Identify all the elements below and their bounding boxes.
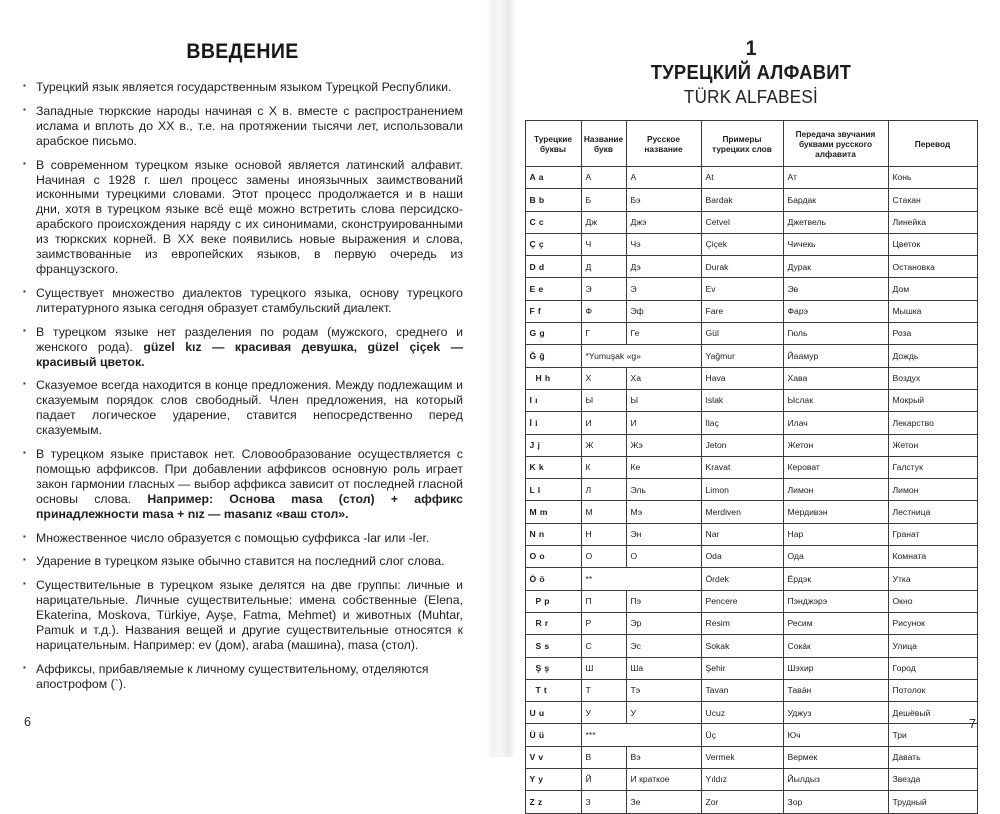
cell-letter-name: Р: [581, 612, 626, 634]
cell-letter-name: П: [581, 590, 626, 612]
cell-turkish-example: At: [701, 167, 783, 189]
cell-russian-name: И: [626, 412, 701, 434]
cell-turkish-example: Zor: [701, 791, 783, 813]
chapter-title-turkish: TÜRK ALFABESİ: [683, 86, 819, 107]
cell-turkish-letter: C c: [525, 211, 581, 233]
cell-turkish-letter: V v: [525, 746, 581, 768]
table-row: [525, 702, 977, 724]
cell-turkish-example: Islak: [701, 389, 783, 411]
bullet-no-gender: [22, 325, 463, 370]
cell-russian-sound: Бардак: [783, 189, 888, 211]
table-row: [525, 389, 977, 411]
cell-turkish-letter: L l: [525, 479, 581, 501]
cell-letter-name: Х: [581, 367, 626, 389]
table-header-row: [525, 121, 977, 167]
cell-letter-name: Й: [581, 769, 626, 791]
cell-letter-name: Л: [581, 479, 626, 501]
cell-translation: Утка: [888, 568, 977, 590]
cell-turkish-example: Hava: [701, 367, 783, 389]
cell-translation: Остановка: [888, 256, 977, 278]
cell-translation: Лестница: [888, 501, 977, 523]
cell-turkish-example: Tavan: [701, 679, 783, 701]
cell-turkish-letter: U u: [525, 702, 581, 724]
bullet-text: Аффиксы, прибавляемые к личному существительному, отделяются апострофом (`).: [36, 661, 429, 691]
bullet-apostrophe: [22, 662, 463, 692]
cell-letter-name: К: [581, 456, 626, 478]
cell-russian-sound: Ёрдэк: [783, 568, 888, 590]
cell-letter-name: С: [581, 635, 626, 657]
cell-russian-name: Эр: [626, 612, 701, 634]
cell-russian-name: Жэ: [626, 434, 701, 456]
cell-letter-name-merged: **: [581, 568, 701, 590]
table-row: [525, 568, 977, 590]
table-column-header: Турецкие буквы: [525, 121, 581, 167]
cell-turkish-example: Pencere: [701, 590, 783, 612]
cell-russian-sound: Шэхир: [783, 657, 888, 679]
cell-letter-name: Ф: [581, 300, 626, 322]
cell-russian-sound: Эв: [783, 278, 888, 300]
bullet-text-emphasis: güzel kız — красивая девушка, güzel çiçek — красивый цветок.: [36, 339, 463, 369]
cell-translation: Гранат: [888, 523, 977, 545]
cell-turkish-example: Ev: [701, 278, 783, 300]
cell-turkish-letter: I ı: [525, 389, 581, 411]
table-row: [525, 635, 977, 657]
cell-turkish-letter: H h: [525, 367, 581, 389]
cell-letter-name: Ж: [581, 434, 626, 456]
table-row: [525, 345, 977, 367]
bullet-text: Турецкий язык является государственным языком Турецкой Республики.: [36, 80, 452, 94]
bullet-arabic-script: [22, 104, 463, 149]
table-row: [525, 657, 977, 679]
cell-turkish-letter: O o: [525, 546, 581, 568]
cell-translation: Звезда: [888, 769, 977, 791]
chapter-title-russian: ТУРЕЦКИЙ АЛФАВИТ: [650, 62, 852, 84]
cell-turkish-example: Yağmur: [701, 345, 783, 367]
bullet-text: Ударение в турецком языке обычно ставится на последний слог слова.: [36, 554, 445, 569]
cell-letter-name: Ш: [581, 657, 626, 679]
cell-russian-sound: Сокáк: [783, 635, 888, 657]
cell-russian-name: Ге: [626, 323, 701, 345]
bullet-text-emphasis: Например: Основа masa (стол) + аффикс принадлежности masa + nız — masanız «ваш стол».: [36, 491, 463, 521]
cell-russian-name: Дэ: [626, 256, 701, 278]
table-row: [525, 323, 977, 345]
table-column-header: Перевод: [888, 121, 977, 167]
table-row: [525, 612, 977, 634]
cell-russian-sound: Джетвель: [783, 211, 888, 233]
table-column-header: Передача звучания буквами русского алфавита: [783, 121, 888, 167]
cell-russian-name: Вэ: [626, 746, 701, 768]
cell-russian-sound: Хава: [783, 367, 888, 389]
cell-russian-sound: Ресим: [783, 612, 888, 634]
table-row: [525, 479, 977, 501]
cell-russian-name: У: [626, 702, 701, 724]
cell-letter-name: Т: [581, 679, 626, 701]
cell-letter-name-merged: ***: [581, 724, 701, 746]
table-row: [525, 412, 977, 434]
page-title: ВВЕДЕНИЕ: [186, 40, 299, 63]
bullet-text: Западные тюркские народы начиная с X в. вместе с распространением ислама и вплоть до XX в., т.е. на протяжении тысячи лет, использовали арабское письмо.: [36, 103, 463, 148]
cell-turkish-letter: P p: [525, 590, 581, 612]
cell-russian-sound: Вермек: [783, 746, 888, 768]
cell-turkish-example: Ucuz: [701, 702, 783, 724]
cell-translation: Лекарство: [888, 412, 977, 434]
table-row: [525, 769, 977, 791]
cell-russian-name: Зе: [626, 791, 701, 813]
cell-russian-sound: Илач: [783, 412, 888, 434]
table-column-header: Название букв: [581, 121, 626, 167]
cell-russian-sound: Пэнджэрэ: [783, 590, 888, 612]
cell-russian-sound: Йаамур: [783, 345, 888, 367]
cell-turkish-letter: K k: [525, 456, 581, 478]
cell-translation: Галстук: [888, 456, 977, 478]
cell-russian-name: Тэ: [626, 679, 701, 701]
cell-russian-name: Эн: [626, 523, 701, 545]
cell-translation: Давать: [888, 746, 977, 768]
table-row: [525, 791, 977, 813]
turkish-alphabet-table: [525, 120, 978, 814]
cell-russian-name: Э: [626, 278, 701, 300]
cell-turkish-letter: Z z: [525, 791, 581, 813]
cell-turkish-letter: Ç ç: [525, 233, 581, 255]
cell-russian-sound: Жетон: [783, 434, 888, 456]
cell-translation: Дешёвый: [888, 702, 977, 724]
introduction-bullet-list: [22, 80, 463, 692]
cell-russian-sound: Кероват: [783, 456, 888, 478]
cell-turkish-example: Oda: [701, 546, 783, 568]
cell-turkish-example: Bardak: [701, 189, 783, 211]
table-row: [525, 679, 977, 701]
cell-russian-name: И краткое: [626, 769, 701, 791]
table-row: [525, 434, 977, 456]
cell-translation: Лимон: [888, 479, 977, 501]
cell-turkish-example: Ördek: [701, 568, 783, 590]
cell-translation: Воздух: [888, 367, 977, 389]
cell-letter-name: А: [581, 167, 626, 189]
cell-russian-name: Джэ: [626, 211, 701, 233]
cell-turkish-letter: M m: [525, 501, 581, 523]
bullet-text: Существует множество диалектов турецкого языка, основу турецкого литературного языка сегодня образует стамбульский диалект.: [36, 285, 463, 315]
bullet-text: В современном турецком языке основой является латинский алфавит. Начиная с 1928 г. шел процесс замены иноязычных заимствований исконными турецкими словами. Этот процесс продолжается и в наши дни, хотя в турецком языке всё ещё можно встретить слова персидско-арабского происхождения наряду с их синонимами, сконструированными из тюркских корней. В XX веке появились новые выражения и слова, заимствованные из европейских языков, в первую очередь из французского.: [36, 157, 463, 276]
cell-letter-name: Д: [581, 256, 626, 278]
bullet-stress: [22, 554, 463, 569]
cell-translation: Окно: [888, 590, 977, 612]
cell-russian-sound: Чичекь: [783, 233, 888, 255]
cell-turkish-example: Gül: [701, 323, 783, 345]
cell-translation: Потолок: [888, 679, 977, 701]
table-row: [525, 189, 977, 211]
cell-turkish-letter: Ü ü: [525, 724, 581, 746]
cell-letter-name: Ч: [581, 233, 626, 255]
cell-russian-name: Эс: [626, 635, 701, 657]
bullet-state-language: [22, 80, 463, 95]
cell-translation: Стакан: [888, 189, 977, 211]
cell-russian-name: Эль: [626, 479, 701, 501]
bullet-text: В турецком языке нет разделения по родам (мужского, среднего и женского рода).: [36, 324, 463, 354]
cell-letter-name: У: [581, 702, 626, 724]
table-row: [525, 746, 977, 768]
cell-russian-name: Эф: [626, 300, 701, 322]
cell-letter-name: З: [581, 791, 626, 813]
chapter-number: 1: [745, 37, 757, 60]
table-row: [525, 456, 977, 478]
bullet-nouns: [22, 578, 463, 653]
cell-turkish-letter: R r: [525, 612, 581, 634]
cell-russian-name: Ке: [626, 456, 701, 478]
cell-russian-sound: Уджуз: [783, 702, 888, 724]
cell-translation: Город: [888, 657, 977, 679]
cell-turkish-letter: E e: [525, 278, 581, 300]
left-page: [0, 0, 487, 757]
table-row: [525, 211, 977, 233]
table-row: [525, 167, 977, 189]
cell-translation: Улица: [888, 635, 977, 657]
cell-turkish-example: Fare: [701, 300, 783, 322]
cell-turkish-letter: İ i: [525, 412, 581, 434]
cell-russian-sound: Фарэ: [783, 300, 888, 322]
page-number-right: 7: [969, 717, 976, 731]
cell-turkish-example: Durak: [701, 256, 783, 278]
cell-turkish-example: Üç: [701, 724, 783, 746]
bullet-affixes: [22, 447, 463, 522]
table-row: [525, 523, 977, 545]
cell-translation: Трудный: [888, 791, 977, 813]
table-column-header: Русское название: [626, 121, 701, 167]
cell-russian-name: А: [626, 167, 701, 189]
table-row: [525, 256, 977, 278]
cell-turkish-example: Sokak: [701, 635, 783, 657]
cell-letter-name: И: [581, 412, 626, 434]
cell-russian-sound: Тавáн: [783, 679, 888, 701]
cell-turkish-letter: Ö ö: [525, 568, 581, 590]
cell-letter-name-merged: *Yumuşak «g»: [581, 345, 701, 367]
cell-turkish-example: Resim: [701, 612, 783, 634]
cell-translation: Дом: [888, 278, 977, 300]
cell-letter-name: О: [581, 546, 626, 568]
cell-letter-name: Э: [581, 278, 626, 300]
right-page: [500, 0, 1000, 807]
cell-turkish-letter: J j: [525, 434, 581, 456]
cell-letter-name: Н: [581, 523, 626, 545]
cell-turkish-letter: G g: [525, 323, 581, 345]
table-row: [525, 278, 977, 300]
bullet-predicate-order: [22, 378, 463, 438]
table-row: [525, 590, 977, 612]
cell-translation: Дождь: [888, 345, 977, 367]
cell-turkish-letter: F f: [525, 300, 581, 322]
cell-letter-name: Дж: [581, 211, 626, 233]
cell-turkish-example: Nar: [701, 523, 783, 545]
bullet-latin-alphabet: [22, 158, 463, 277]
table-column-header: Примеры турецких слов: [701, 121, 783, 167]
bullet-text: Множественное число образуется с помощью суффикса -lar или -ler.: [36, 530, 430, 545]
cell-turkish-example: Çiçek: [701, 233, 783, 255]
cell-turkish-letter: Y y: [525, 769, 581, 791]
table-row: [525, 724, 977, 746]
cell-turkish-letter: N n: [525, 523, 581, 545]
cell-russian-sound: Лимон: [783, 479, 888, 501]
cell-turkish-example: Jeton: [701, 434, 783, 456]
cell-turkish-letter: T t: [525, 679, 581, 701]
cell-translation: Жетон: [888, 434, 977, 456]
cell-russian-sound: Ат: [783, 167, 888, 189]
bullet-dialects: [22, 286, 463, 316]
cell-translation: Цветок: [888, 233, 977, 255]
cell-russian-name: Ы: [626, 389, 701, 411]
cell-turkish-letter: B b: [525, 189, 581, 211]
bullet-plural: [22, 531, 463, 546]
cell-russian-name: Мэ: [626, 501, 701, 523]
cell-russian-name: Чэ: [626, 233, 701, 255]
cell-turkish-example: Limon: [701, 479, 783, 501]
cell-russian-sound: Юч: [783, 724, 888, 746]
cell-translation: Три: [888, 724, 977, 746]
cell-turkish-example: Yıldız: [701, 769, 783, 791]
cell-russian-name: Пэ: [626, 590, 701, 612]
cell-russian-name: Бэ: [626, 189, 701, 211]
bullet-text: Существительные в турецком языке делятся на две группы: личные и нарицательные. Личные существительные: имена собственные (Elena, Ekaterina, Moskova, Türkiye, Ayşe, Fatma, Mehmet) и животных (Muhtar, Pamuk и т.д.). Названия вещей и другие существительные относятся к нарицательным. Например: ev (дом), araba (машина), masa (стол).: [36, 578, 463, 652]
cell-translation: Конь: [888, 167, 977, 189]
cell-russian-name: Ша: [626, 657, 701, 679]
cell-russian-sound: Ода: [783, 546, 888, 568]
cell-russian-name: О: [626, 546, 701, 568]
cell-russian-sound: Дурак: [783, 256, 888, 278]
table-row: [525, 233, 977, 255]
cell-turkish-letter: Ş ş: [525, 657, 581, 679]
cell-russian-sound: Мердивэн: [783, 501, 888, 523]
cell-russian-sound: Гюль: [783, 323, 888, 345]
cell-russian-sound: Зор: [783, 791, 888, 813]
page-number-left: 6: [24, 715, 31, 729]
table-row: [525, 367, 977, 389]
cell-translation: Линейка: [888, 211, 977, 233]
cell-turkish-example: Cetvel: [701, 211, 783, 233]
cell-russian-sound: Йылдыз: [783, 769, 888, 791]
bullet-text: Сказуемое всегда находится в конце предложения. Между подлежащим и сказуемым порядок слов свободный. Член предложения, на который падает логическое ударение, ставится непосредственно перед сказуемым.: [36, 378, 463, 438]
table-row: [525, 501, 977, 523]
cell-letter-name: Б: [581, 189, 626, 211]
bullet-text: В турецком языке приставок нет. Словообразование осуществляется с помощью аффиксов. При добавлении аффиксов основную роль играет закон гармонии гласных — выбор аффикса зависит от последней гласной основы слова.: [36, 447, 463, 506]
cell-letter-name: Г: [581, 323, 626, 345]
cell-translation: Рисунок: [888, 612, 977, 634]
cell-letter-name: Ы: [581, 389, 626, 411]
table-row: [525, 300, 977, 322]
cell-turkish-letter: Ğ ğ: [525, 345, 581, 367]
cell-turkish-letter: D d: [525, 256, 581, 278]
cell-russian-name: Ха: [626, 367, 701, 389]
cell-turkish-example: Kravat: [701, 456, 783, 478]
cell-turkish-example: Şehir: [701, 657, 783, 679]
cell-turkish-example: Vermek: [701, 746, 783, 768]
cell-turkish-letter: A a: [525, 167, 581, 189]
cell-translation: Мышка: [888, 300, 977, 322]
cell-translation: Роза: [888, 323, 977, 345]
cell-letter-name: В: [581, 746, 626, 768]
cell-russian-sound: Ыслак: [783, 389, 888, 411]
cell-letter-name: М: [581, 501, 626, 523]
cell-turkish-example: Merdiven: [701, 501, 783, 523]
cell-russian-sound: Нар: [783, 523, 888, 545]
cell-turkish-letter: S s: [525, 635, 581, 657]
cell-translation: Комната: [888, 546, 977, 568]
table-row: [525, 546, 977, 568]
cell-translation: Мокрый: [888, 389, 977, 411]
cell-turkish-example: İlaç: [701, 412, 783, 434]
